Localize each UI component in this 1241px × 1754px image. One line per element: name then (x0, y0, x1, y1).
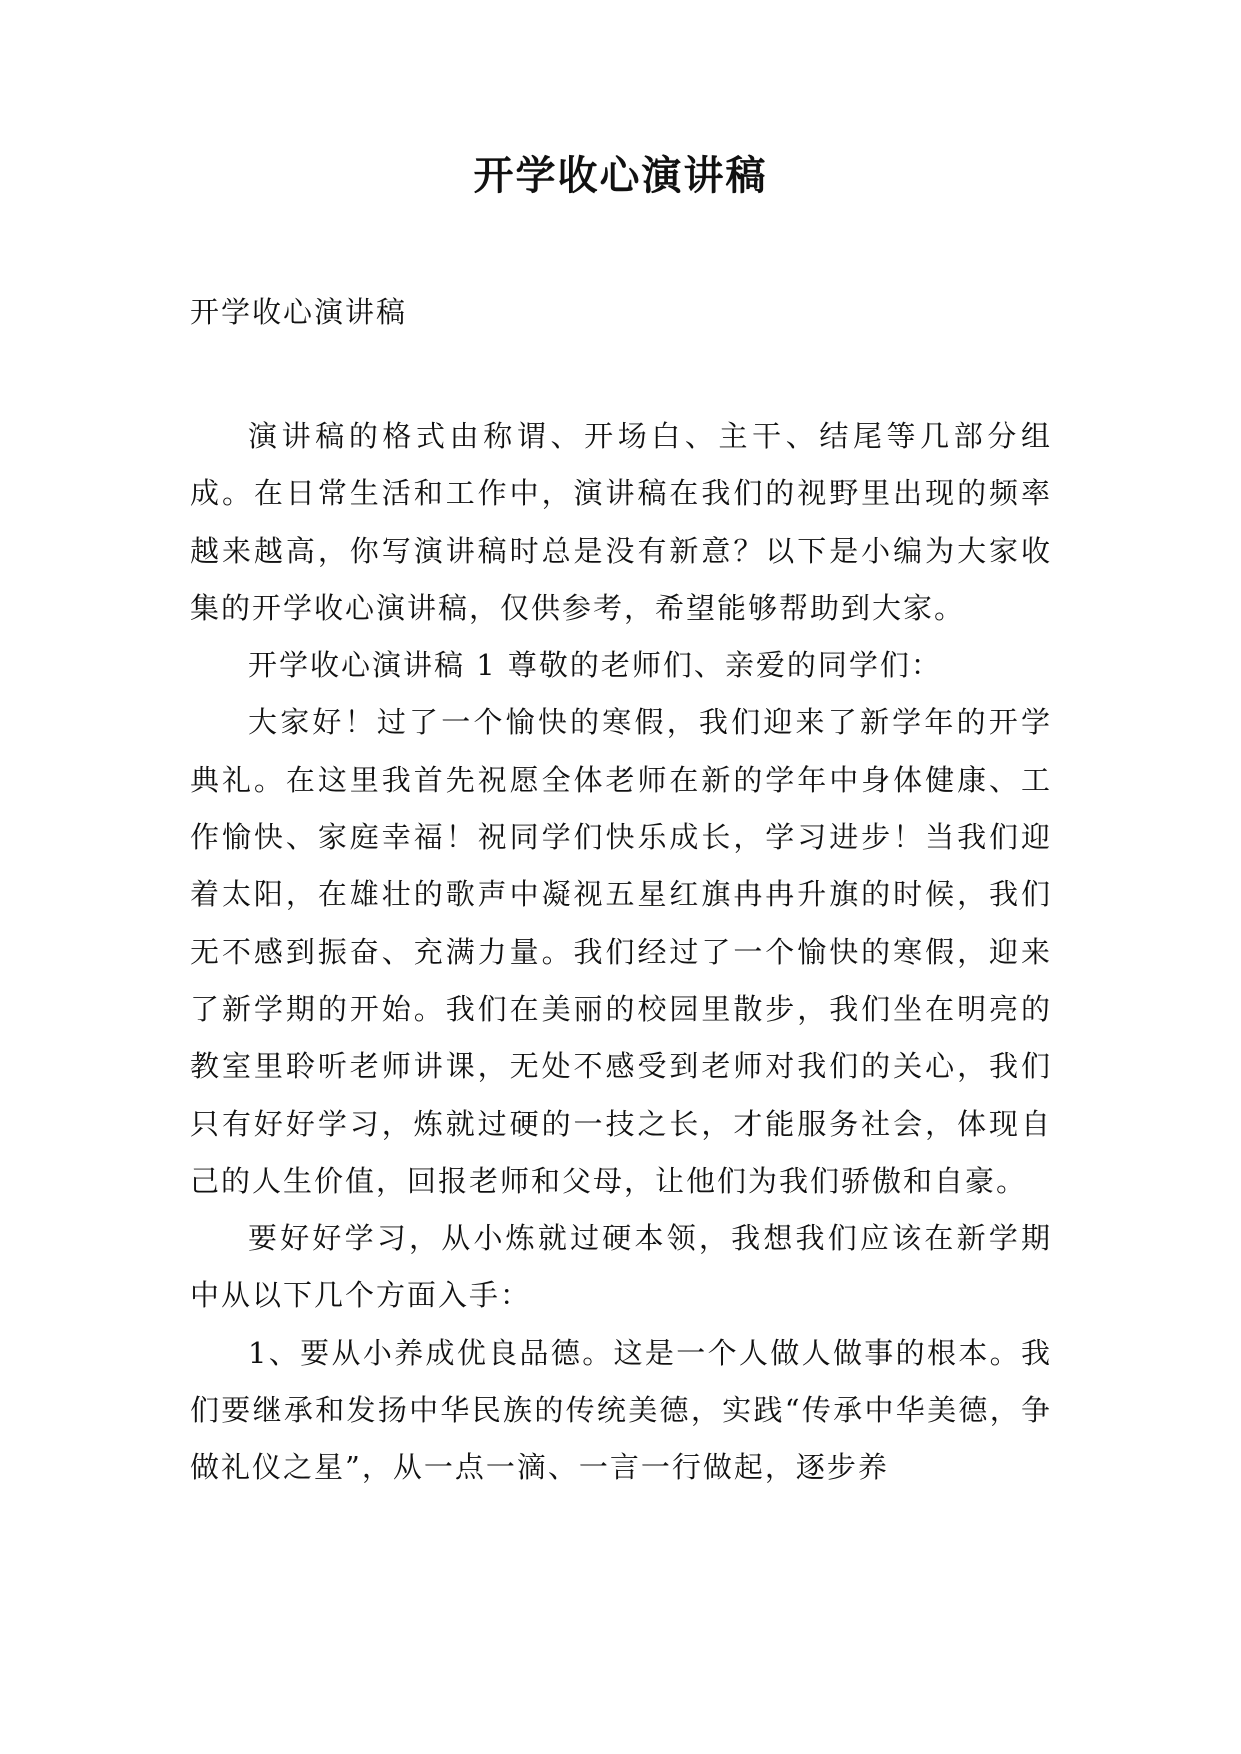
document-subtitle: 开学收心演讲稿 (190, 295, 408, 329)
document-body (190, 408, 1052, 1497)
paragraph-point-1: 1、要从小养成优良品德。这是一个人做人做事的根本。我们要继承和发扬中华民族的传统美德，实践“传承中华美德，争做礼仪之星”，从一点一滴、一言一行做起，逐步养 (190, 1335, 1052, 1485)
paragraph-study: 要好好学习，从小炼就过硬本领，我想我们应该在新学期中从以下几个方面入手： (190, 1221, 1052, 1313)
paragraph-intro: 演讲稿的格式由称谓、开场白、主干、结尾等几部分组成。在日常生活和工作中，演讲稿在我们的视野里出现的频率越来越高，你写演讲稿时总是没有新意？以下是小编为大家收集的开学收心演讲稿，仅供参考，希望能够帮助到大家。 (190, 419, 1052, 625)
document-title: 开学收心演讲稿 (473, 152, 768, 199)
paragraph-opening: 大家好！过了一个愉快的寒假，我们迎来了新学年的开学典礼。在这里我首先祝愿全体老师在新的学年中身体健康、工作愉快、家庭幸福！祝同学们快乐成长，学习进步！当我们迎着太阳，在雄壮的歌声中凝视五星红旗冉冉升旗的时候，我们无不感到振奋、充满力量。我们经过了一个愉快的寒假，迎来了新学期的开始。我们在美丽的校园里散步，我们坐在明亮的教室里聆听老师讲课，无处不感受到老师对我们的关心，我们只有好好学习，炼就过硬的一技之长，才能服务社会，体现自己的人生价值，回报老师和父母，让他们为我们骄傲和自豪。 (190, 705, 1052, 1198)
paragraph-greeting: 开学收心演讲稿 1 尊敬的老师们、亲爱的同学们： (248, 648, 942, 683)
